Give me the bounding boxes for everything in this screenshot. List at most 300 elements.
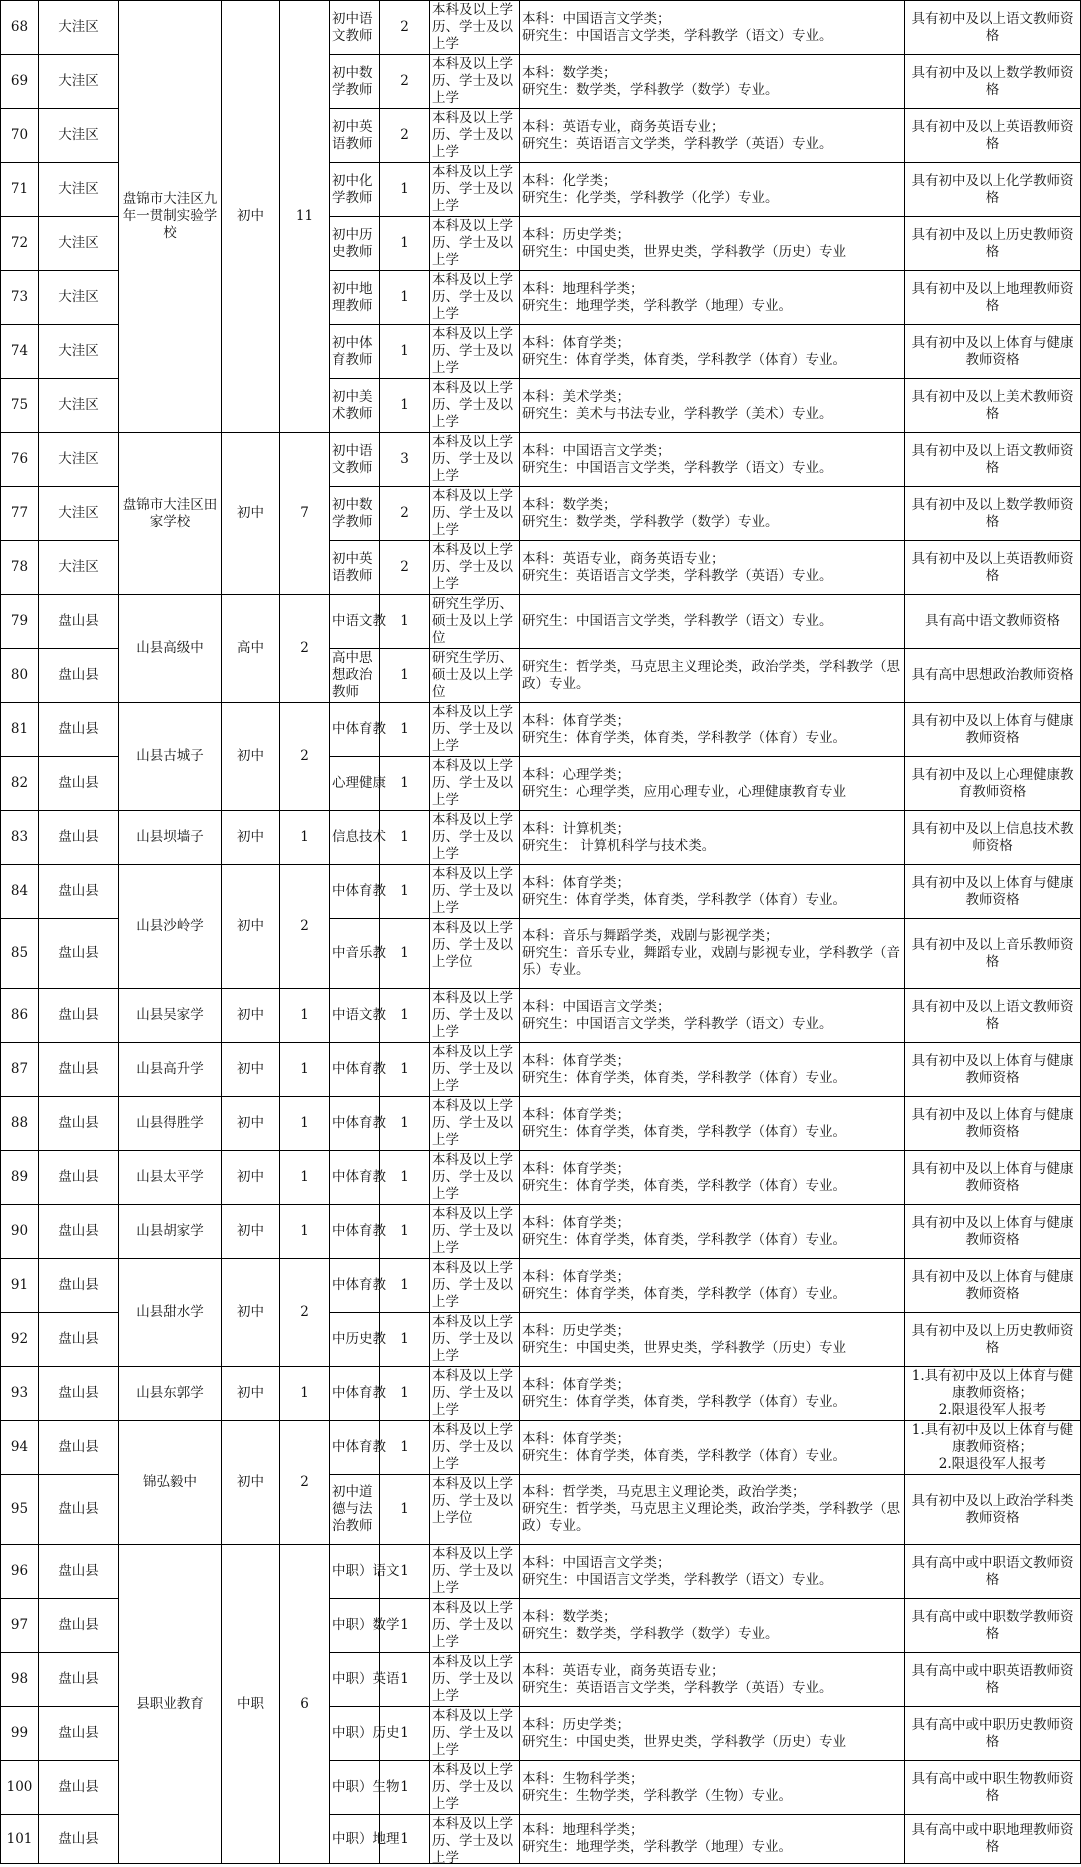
post-name: 中体育教	[332, 883, 386, 899]
table-row	[1, 1259, 1081, 1313]
row-number: 92	[1, 1313, 39, 1367]
major-cell: 研究生：中国语言文学类，学科教学（语文）专业。	[520, 595, 905, 649]
education-text: 本科及以上学历、学士及以上学	[432, 1259, 513, 1310]
row-number: 84	[1, 865, 39, 919]
school-cell: 山县古城子	[119, 703, 222, 811]
total-cell: 1	[280, 1043, 330, 1097]
county-cell: 大洼区	[39, 379, 119, 433]
education-text: 本科及以上学历、学士及以上学	[432, 1205, 513, 1256]
total-cell: 11	[280, 1, 330, 433]
qualification-cell	[905, 1151, 1081, 1205]
qualification-text: 具有高中语文教师资格	[925, 613, 1060, 629]
count-cell: 1	[380, 989, 430, 1043]
qualification-text: 具有高中思想政治教师资格	[911, 667, 1074, 683]
row-number: 90	[1, 1205, 39, 1259]
count-cell: 1	[380, 1259, 430, 1313]
qualification-text: 1.具有初中及以上体育与健康教师资格； 2.限退役军人报考	[911, 1422, 1074, 1472]
major-cell: 本科：英语专业，商务英语专业； 研究生：英语语言文学类，学科教学（英语）专业。	[520, 541, 905, 595]
education-text: 本科及以上学历、学士及以上学	[432, 1421, 513, 1472]
table-row	[1, 811, 1081, 865]
table-row	[1, 595, 1081, 649]
qualification-cell	[905, 1761, 1081, 1815]
row-number: 94	[1, 1421, 39, 1475]
count-cell: 1	[380, 1151, 430, 1205]
count-cell: 1	[380, 757, 430, 811]
education-text: 本科及以上学历、学士及以上学	[432, 1, 513, 52]
post-name: 中历史教	[332, 1331, 386, 1347]
qualification-cell	[905, 325, 1081, 379]
education-text: 本科及以上学历、学士及以上学	[432, 541, 513, 592]
education-cell	[430, 595, 520, 649]
qualification-cell	[905, 433, 1081, 487]
education-text: 本科及以上学历、学士及以上学	[432, 163, 513, 214]
count-cell: 1	[380, 379, 430, 433]
education-cell	[430, 989, 520, 1043]
major-cell: 本科：地理科学类； 研究生：地理学类，学科教学（地理）专业。	[520, 1815, 905, 1864]
education-cell	[430, 541, 520, 595]
county-cell: 盘山县	[39, 1545, 119, 1599]
row-number: 81	[1, 703, 39, 757]
post-name: 中体育教	[332, 1223, 386, 1239]
education-text: 本科及以上学历、学士及以上学	[432, 1367, 513, 1418]
school-cell: 山县东郭学	[119, 1367, 222, 1421]
school-cell: 山县太平学	[119, 1151, 222, 1205]
table-row	[1, 989, 1081, 1043]
post-name: 中体育教	[332, 1439, 386, 1455]
count-cell: 1	[380, 1545, 430, 1599]
qualification-cell	[905, 271, 1081, 325]
qualification-text: 具有初中及以上体育与健康教师资格	[911, 874, 1074, 908]
level-cell: 初中	[222, 1421, 280, 1545]
education-cell	[430, 1815, 520, 1864]
qualification-text: 具有初中及以上体育与健康教师资格	[911, 334, 1074, 368]
county-cell: 大洼区	[39, 433, 119, 487]
total-cell: 2	[280, 1259, 330, 1367]
education-text: 本科及以上学历、学士及以上学	[432, 811, 513, 862]
qualification-text: 具有高中或中职历史教师资格	[911, 1716, 1074, 1750]
row-number: 98	[1, 1653, 39, 1707]
education-cell	[430, 919, 520, 989]
row-number: 88	[1, 1097, 39, 1151]
major-cell: 本科：计算机类； 研究生： 计算机科学与技术类。	[520, 811, 905, 865]
major-cell: 本科：体育学类； 研究生：体育学类，体育类，学科教学（体育）专业。	[520, 703, 905, 757]
county-cell: 盘山县	[39, 1367, 119, 1421]
qualification-cell	[905, 1097, 1081, 1151]
total-cell: 1	[280, 811, 330, 865]
row-number: 80	[1, 649, 39, 703]
qualification-cell	[905, 1545, 1081, 1599]
major-cell: 本科：英语专业，商务英语专业； 研究生：英语语言文学类，学科教学（英语）专业。	[520, 109, 905, 163]
post-cell	[330, 1653, 400, 1707]
table-row	[1, 1151, 1081, 1205]
county-cell: 盘山县	[39, 757, 119, 811]
level-cell: 初中	[222, 1043, 280, 1097]
major-cell: 本科：中国语言文学类； 研究生：中国语言文学类，学科教学（语文）专业。	[520, 989, 905, 1043]
total-cell: 2	[280, 865, 330, 989]
qualification-text: 具有初中及以上语文教师资格	[911, 10, 1074, 44]
major-cell: 本科：地理科学类； 研究生：地理学类，学科教学（地理）专业。	[520, 271, 905, 325]
qualification-text: 具有初中及以上音乐教师资格	[911, 936, 1074, 970]
county-cell: 大洼区	[39, 541, 119, 595]
level-cell: 初中	[222, 1, 280, 433]
qualification-text: 具有初中及以上体育与健康教师资格	[911, 1268, 1074, 1302]
major-cell: 本科：美术学类； 研究生：美术与书法专业，学科教学（美术）专业。	[520, 379, 905, 433]
row-number: 83	[1, 811, 39, 865]
post-cell	[330, 1043, 386, 1097]
qualification-cell	[905, 1653, 1081, 1707]
post-cell	[330, 271, 380, 325]
education-cell	[430, 1421, 520, 1475]
qualification-text: 具有初中及以上历史教师资格	[911, 226, 1074, 260]
post-name: 初中语文教师	[332, 10, 373, 44]
education-text: 本科及以上学历、学士及以上学	[432, 757, 513, 808]
post-cell	[330, 1259, 386, 1313]
county-cell: 盘山县	[39, 1151, 119, 1205]
count-cell: 1	[380, 1599, 430, 1653]
education-cell	[430, 163, 520, 217]
row-number: 73	[1, 271, 39, 325]
table-row	[1, 865, 1081, 919]
count-cell: 2	[380, 1, 430, 55]
row-number: 78	[1, 541, 39, 595]
qualification-cell	[905, 1043, 1081, 1097]
county-cell: 盘山县	[39, 811, 119, 865]
major-cell: 本科：中国语言文学类； 研究生：中国语言文学类，学科教学（语文）专业。	[520, 1, 905, 55]
table-row	[1, 1043, 1081, 1097]
qualification-cell	[905, 1205, 1081, 1259]
education-text: 本科及以上学历、学士及以上学	[432, 1313, 513, 1364]
education-text: 本科及以上学历、学士及以上学	[432, 1599, 513, 1650]
row-number: 101	[1, 1815, 39, 1864]
post-name: 中职）数学	[332, 1617, 400, 1633]
education-text: 本科及以上学历、学士及以上学	[432, 1097, 513, 1148]
qualification-text: 具有初中及以上英语教师资格	[911, 118, 1074, 152]
count-cell: 1	[380, 1475, 430, 1545]
county-cell: 大洼区	[39, 1, 119, 55]
qualification-text: 具有高中或中职英语教师资格	[911, 1662, 1074, 1696]
major-cell: 本科：体育学类； 研究生：体育学类，体育类，学科教学（体育）专业。	[520, 1259, 905, 1313]
qualification-text: 具有高中或中职语文教师资格	[911, 1554, 1074, 1588]
post-cell	[330, 433, 380, 487]
major-cell: 本科：数学类； 研究生：数学类，学科教学（数学）专业。	[520, 487, 905, 541]
qualification-text: 具有初中及以上数学教师资格	[911, 496, 1074, 530]
education-cell	[430, 811, 520, 865]
count-cell: 2	[380, 109, 430, 163]
education-cell	[430, 271, 520, 325]
county-cell: 盘山县	[39, 1043, 119, 1097]
education-cell	[430, 1761, 520, 1815]
county-cell: 盘山县	[39, 595, 119, 649]
qualification-cell	[905, 1475, 1081, 1545]
qualification-text: 具有初中及以上美术教师资格	[911, 388, 1074, 422]
post-name: 中体育教	[332, 1061, 386, 1077]
total-cell: 6	[280, 1545, 330, 1864]
education-cell	[430, 1707, 520, 1761]
county-cell: 盘山县	[39, 1761, 119, 1815]
row-number: 97	[1, 1599, 39, 1653]
education-cell	[430, 757, 520, 811]
education-cell	[430, 1653, 520, 1707]
county-cell: 大洼区	[39, 271, 119, 325]
post-cell	[330, 1815, 400, 1864]
row-number: 79	[1, 595, 39, 649]
count-cell: 2	[380, 55, 430, 109]
level-cell: 初中	[222, 865, 280, 989]
qualification-cell	[905, 649, 1081, 703]
count-cell: 1	[380, 163, 430, 217]
education-text: 本科及以上学历、学士及以上学	[432, 109, 513, 160]
post-cell	[330, 109, 380, 163]
qualification-cell	[905, 1421, 1081, 1475]
county-cell: 大洼区	[39, 325, 119, 379]
qualification-text: 具有初中及以上体育与健康教师资格	[911, 1214, 1074, 1248]
post-cell	[330, 325, 380, 379]
education-cell	[430, 1043, 520, 1097]
row-number: 68	[1, 1, 39, 55]
county-cell: 盘山县	[39, 1259, 119, 1313]
row-number: 76	[1, 433, 39, 487]
level-cell: 初中	[222, 989, 280, 1043]
qualification-cell	[905, 811, 1081, 865]
post-cell	[330, 595, 386, 649]
qualification-text: 具有初中及以上信息技术教师资格	[911, 820, 1074, 854]
county-cell: 大洼区	[39, 55, 119, 109]
school-cell: 山县高升学	[119, 1043, 222, 1097]
post-cell	[330, 1421, 386, 1475]
county-cell: 盘山县	[39, 1475, 119, 1545]
qualification-cell	[905, 1599, 1081, 1653]
total-cell: 2	[280, 595, 330, 703]
post-cell	[330, 703, 386, 757]
row-number: 70	[1, 109, 39, 163]
county-cell: 盘山县	[39, 989, 119, 1043]
row-number: 100	[1, 1761, 39, 1815]
post-cell	[330, 55, 380, 109]
total-cell: 1	[280, 989, 330, 1043]
school-cell: 锦弘毅中	[119, 1421, 222, 1545]
count-cell: 1	[380, 865, 430, 919]
school-cell: 山县吴家学	[119, 989, 222, 1043]
post-cell	[330, 163, 380, 217]
count-cell: 2	[380, 487, 430, 541]
qualification-cell	[905, 989, 1081, 1043]
major-cell: 本科：历史学类； 研究生：中国史类，世界史类，学科教学（历史）专业	[520, 1313, 905, 1367]
post-name: 初中数学教师	[332, 64, 373, 98]
school-cell: 山县坝墙子	[119, 811, 222, 865]
post-cell	[330, 1761, 400, 1815]
post-cell	[330, 1, 380, 55]
post-name: 心理健康	[332, 775, 386, 791]
count-cell: 1	[380, 919, 430, 989]
count-cell: 1	[380, 1313, 430, 1367]
county-cell: 大洼区	[39, 487, 119, 541]
count-cell: 1	[380, 1653, 430, 1707]
qualification-text: 具有初中及以上数学教师资格	[911, 64, 1074, 98]
qualification-text: 具有初中及以上化学教师资格	[911, 172, 1074, 206]
level-cell: 高中	[222, 595, 280, 703]
school-cell: 山县胡家学	[119, 1205, 222, 1259]
row-number: 93	[1, 1367, 39, 1421]
major-cell: 本科：中国语言文学类； 研究生：中国语言文学类，学科教学（语文）专业。	[520, 433, 905, 487]
education-cell	[430, 1545, 520, 1599]
qualification-cell	[905, 1367, 1081, 1421]
post-name: 中语文教	[332, 613, 386, 629]
education-text: 本科及以上学历、学士及以上学	[432, 487, 513, 538]
major-cell: 本科：体育学类； 研究生：体育学类，体育类，学科教学（体育）专业。	[520, 1151, 905, 1205]
county-cell: 大洼区	[39, 163, 119, 217]
level-cell: 初中	[222, 1097, 280, 1151]
total-cell: 2	[280, 1421, 330, 1545]
level-cell: 初中	[222, 1205, 280, 1259]
table-row	[1, 1097, 1081, 1151]
count-cell: 1	[380, 703, 430, 757]
row-number: 91	[1, 1259, 39, 1313]
education-cell	[430, 1367, 520, 1421]
row-number: 87	[1, 1043, 39, 1097]
post-cell	[330, 865, 386, 919]
education-text: 本科及以上学历、学士及以上学	[432, 1707, 513, 1758]
education-text: 本科及以上学历、学士及以上学	[432, 1761, 513, 1812]
qualification-text: 1.具有初中及以上体育与健康教师资格； 2.限退役军人报考	[911, 1368, 1074, 1418]
education-cell	[430, 433, 520, 487]
post-name: 中职）语文	[332, 1563, 400, 1579]
count-cell: 1	[380, 1367, 430, 1421]
education-cell	[430, 649, 520, 703]
qualification-text: 具有高中或中职地理教师资格	[911, 1822, 1074, 1855]
county-cell: 盘山县	[39, 1653, 119, 1707]
education-cell	[430, 1599, 520, 1653]
education-cell	[430, 55, 520, 109]
education-text: 本科及以上学历、学士及以上学	[432, 379, 513, 430]
post-cell	[330, 649, 380, 703]
major-cell: 本科：英语专业，商务英语专业； 研究生：英语语言文学类，学科教学（英语）专业。	[520, 1653, 905, 1707]
education-text: 本科及以上学历、学士及以上学	[432, 55, 513, 106]
county-cell: 大洼区	[39, 217, 119, 271]
county-cell: 盘山县	[39, 1313, 119, 1367]
major-cell: 本科：数学类； 研究生：数学类，学科教学（数学）专业。	[520, 55, 905, 109]
qualification-cell	[905, 217, 1081, 271]
education-text: 本科及以上学历、学士及以上学	[432, 1151, 513, 1202]
major-cell: 本科：化学类； 研究生：化学类，学科教学（化学）专业。	[520, 163, 905, 217]
count-cell: 1	[380, 325, 430, 379]
row-number: 96	[1, 1545, 39, 1599]
post-cell	[330, 1151, 386, 1205]
qualification-cell	[905, 109, 1081, 163]
major-cell: 研究生：哲学类，马克思主义理论类，政治学类，学科教学（思政）专业。	[520, 649, 905, 703]
post-name: 初中英语教师	[332, 550, 373, 584]
county-cell: 盘山县	[39, 1707, 119, 1761]
qualification-cell	[905, 541, 1081, 595]
county-cell: 盘山县	[39, 1205, 119, 1259]
total-cell: 7	[280, 433, 330, 595]
qualification-text: 具有初中及以上体育与健康教师资格	[911, 712, 1074, 746]
total-cell: 1	[280, 1367, 330, 1421]
post-name: 中音乐教	[332, 945, 386, 961]
education-cell	[430, 1, 520, 55]
post-cell	[330, 1205, 386, 1259]
qualification-text: 具有初中及以上地理教师资格	[911, 280, 1074, 314]
post-cell	[330, 379, 380, 433]
major-cell: 本科：生物科学类； 研究生：生物学类，学科教学（生物）专业。	[520, 1761, 905, 1815]
post-name: 中体育教	[332, 1169, 386, 1185]
education-text: 本科及以上学历、学士及以上学	[432, 217, 513, 268]
row-number: 74	[1, 325, 39, 379]
education-cell	[430, 1259, 520, 1313]
post-cell	[330, 1475, 380, 1545]
count-cell: 1	[380, 595, 430, 649]
qualification-cell	[905, 919, 1081, 989]
count-cell: 1	[380, 1043, 430, 1097]
qualification-text: 具有初中及以上体育与健康教师资格	[911, 1106, 1074, 1140]
post-cell	[330, 1367, 386, 1421]
education-cell	[430, 109, 520, 163]
major-cell: 本科：体育学类； 研究生：体育学类，体育类，学科教学（体育）专业。	[520, 1367, 905, 1421]
count-cell: 1	[380, 811, 430, 865]
education-cell	[430, 325, 520, 379]
school-cell: 盘锦市大洼区田家学校	[119, 433, 222, 595]
major-cell: 本科：体育学类； 研究生：体育学类，体育类，学科教学（体育）专业。	[520, 865, 905, 919]
level-cell: 初中	[222, 1151, 280, 1205]
post-cell	[330, 1097, 386, 1151]
row-number: 89	[1, 1151, 39, 1205]
row-number: 69	[1, 55, 39, 109]
education-text: 本科及以上学历、学士及以上学	[432, 703, 513, 754]
qualification-text: 具有高中或中职数学教师资格	[911, 1608, 1074, 1642]
qualification-cell	[905, 1313, 1081, 1367]
count-cell: 1	[380, 1761, 430, 1815]
major-cell: 本科：体育学类； 研究生：体育学类，体育类，学科教学（体育）专业。	[520, 325, 905, 379]
row-number: 82	[1, 757, 39, 811]
level-cell: 初中	[222, 433, 280, 595]
post-name: 初中道德与法治教师	[332, 1484, 373, 1534]
level-cell: 中职	[222, 1545, 280, 1864]
qualification-cell	[905, 865, 1081, 919]
post-name: 初中历史教师	[332, 226, 373, 260]
post-name: 中职）历史	[332, 1725, 400, 1741]
qualification-cell	[905, 1707, 1081, 1761]
qualification-text: 具有初中及以上心理健康教育教师资格	[911, 766, 1074, 800]
major-cell: 本科：历史学类； 研究生：中国史类，世界史类，学科教学（历史）专业	[520, 1707, 905, 1761]
county-cell: 大洼区	[39, 109, 119, 163]
post-name: 初中美术教师	[332, 388, 373, 422]
level-cell: 初中	[222, 1259, 280, 1367]
post-cell	[330, 757, 386, 811]
education-text: 本科及以上学历、学士及以上学	[432, 1545, 513, 1596]
qualification-cell	[905, 1259, 1081, 1313]
education-text: 研究生学历、硕士及以上学位	[432, 649, 513, 700]
post-name: 高中思想政治教师	[332, 650, 373, 700]
education-text: 研究生学历、硕士及以上学位	[432, 595, 513, 646]
post-cell	[330, 811, 386, 865]
major-cell: 本科：体育学类； 研究生：体育学类，体育类，学科教学（体育）专业。	[520, 1043, 905, 1097]
post-name: 中职）生物	[332, 1779, 400, 1795]
qualification-text: 具有高中或中职生物教师资格	[911, 1770, 1074, 1804]
row-number: 75	[1, 379, 39, 433]
post-name: 信息技术	[332, 829, 386, 845]
county-cell: 盘山县	[39, 649, 119, 703]
qualification-text: 具有初中及以上语文教师资格	[911, 442, 1074, 476]
qualification-text: 具有初中及以上语文教师资格	[911, 998, 1074, 1032]
count-cell: 1	[380, 1421, 430, 1475]
qualification-cell	[905, 379, 1081, 433]
count-cell: 1	[380, 1815, 430, 1864]
post-name: 初中化学教师	[332, 172, 373, 206]
row-number: 99	[1, 1707, 39, 1761]
post-cell	[330, 989, 386, 1043]
level-cell: 初中	[222, 1367, 280, 1421]
post-cell	[330, 487, 380, 541]
post-name: 中体育教	[332, 1385, 386, 1401]
